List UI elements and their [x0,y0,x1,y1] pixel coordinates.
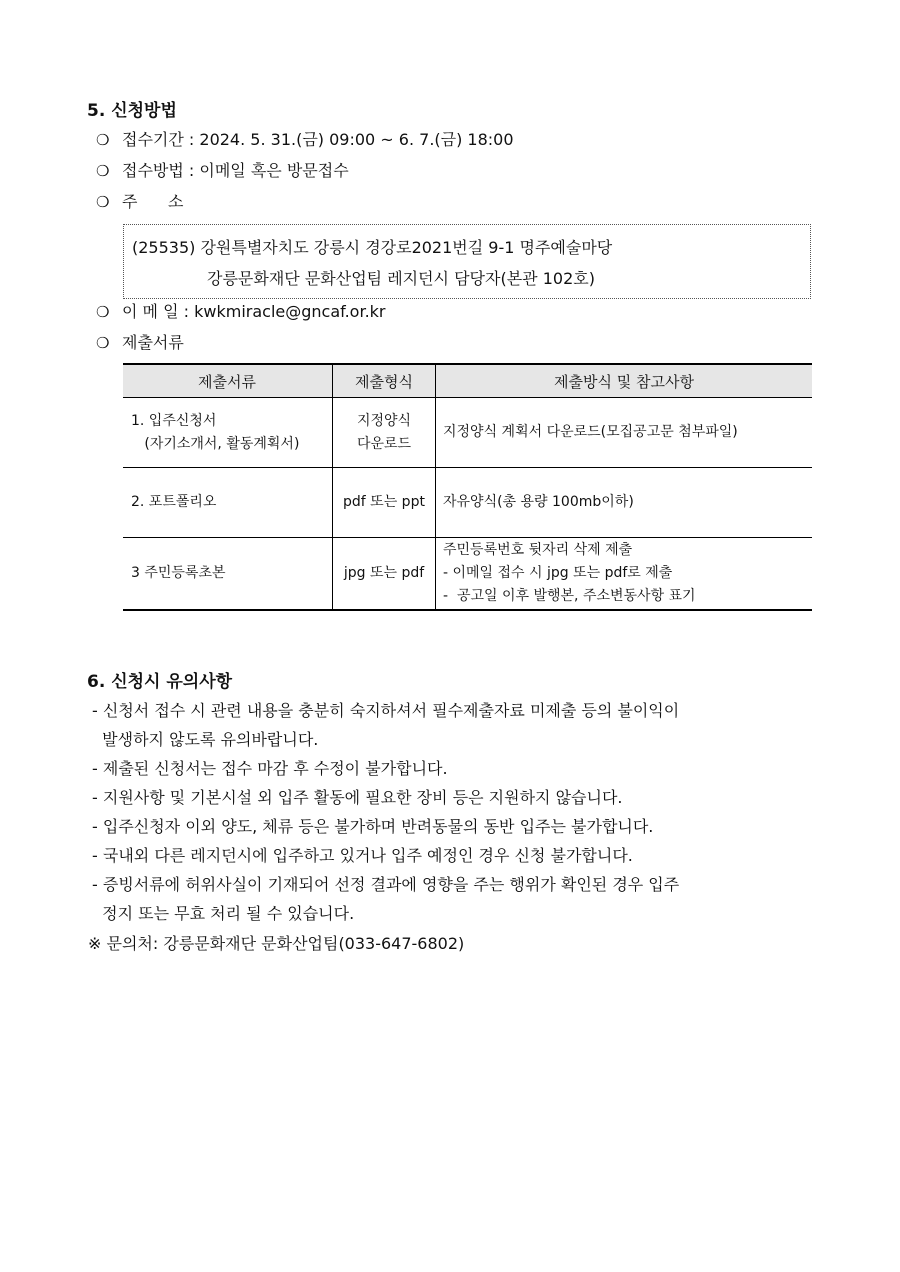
cell-line: pdf 또는 ppt [343,494,425,510]
list-item: - 입주신청자 이외 양도, 체류 등은 불가하며 반려동물의 동반 입주는 불가합니다. [92,817,654,836]
cell-line: 자유양식(총 용량 100mb이하) [443,494,634,510]
cell-line: 1. 입주신청서 [131,412,217,429]
table-header: 제출서류 [123,364,333,398]
cell-line: jpg 또는 pdf [343,565,425,581]
table-cell-note [436,398,813,468]
table-cell-note [436,468,813,538]
section5-title: 5. 신청방법 [87,101,177,121]
documents-table [123,363,812,611]
table-cell-format [333,538,436,611]
table-cell-note [436,538,813,611]
circle-bullet-icon: ❍ [96,162,110,180]
circle-bullet-icon: ❍ [96,131,110,149]
item-label: 주 소 [122,192,184,211]
table-row [123,468,812,538]
item-label: 이 메 일 [122,302,179,321]
table-row [123,538,812,611]
table-cell-document [123,538,333,611]
cell-line: 주민등록번호 뒷자리 삭제 제출 [443,542,633,558]
contact-info: ※ 문의처: 강릉문화재단 문화산업팀(033-647-6802) [88,934,465,953]
cell-line: 다운로드 [356,435,412,452]
table-header: 제출형식 [333,364,436,398]
list-item: - 국내외 다른 레지던시에 입주하고 있거나 입주 예정인 경우 신청 불가합니다. [92,846,633,865]
item-reception-period [96,127,514,150]
circle-bullet-icon: ❍ [96,334,110,352]
table-cell-document [123,468,333,538]
item-email [96,299,386,322]
cell-line: 지정양식 [356,412,412,429]
cell-line: (자기소개서, 활동계획서) [131,435,300,452]
cell-line: 2. 포트폴리오 [131,494,217,510]
item-label: 접수방법 [122,161,184,180]
table-cell-format [333,468,436,538]
cell-line: 지정양식 계획서 다운로드(모집공고문 첨부파일) [443,424,738,440]
address-line-1: (25535) 강원특별자치도 강릉시 경강로2021번길 9-1 명주예술마당 [132,238,613,257]
address-box [123,224,811,299]
item-value: : 2024. 5. 31.(금) 09:00 ~ 6. 7.(금) 18:00 [183,130,514,149]
circle-bullet-icon: ❍ [96,193,110,211]
item-reception-method [96,158,349,181]
cell-line: - 이메일 접수 시 jpg 또는 pdf로 제출 [443,565,673,581]
list-item: 발생하지 않도록 유의바랍니다. [92,730,319,749]
list-item: - 제출된 신청서는 접수 마감 후 수정이 불가합니다. [92,759,448,778]
table-header-row [123,364,812,398]
item-documents [96,330,184,353]
table-cell-format [333,398,436,468]
notes-list [92,696,679,928]
item-address [96,189,183,212]
list-item: - 증빙서류에 허위사실이 기재되어 선정 결과에 영향을 주는 행위가 확인된 경우 입주 [92,875,680,894]
item-value: : 이메일 혹은 방문접수 [183,161,349,180]
email-value: : kwkmiracle@gncaf.or.kr [178,302,386,321]
cell-line: 3 주민등록초본 [131,565,226,581]
section6-title: 6. 신청시 유의사항 [87,672,233,692]
item-label: 제출서류 [122,333,184,352]
list-item: - 지원사항 및 기본시설 외 입주 활동에 필요한 장비 등은 지원하지 않습니다. [92,788,623,807]
item-label: 접수기간 [122,130,184,149]
table-header: 제출방식 및 참고사항 [436,364,813,398]
table-cell-document [123,398,333,468]
circle-bullet-icon: ❍ [96,303,110,321]
cell-line: - 공고일 이후 발행본, 주소변동사항 표기 [443,588,696,604]
address-line-2: 강릉문화재단 문화산업팀 레지던시 담당자(본관 102호) [207,269,595,288]
list-item: 정지 또는 무효 처리 될 수 있습니다. [92,904,355,923]
table-row [123,398,812,468]
list-item: - 신청서 접수 시 관련 내용을 충분히 숙지하셔서 필수제출자료 미제출 등의 불이익이 [92,701,680,720]
